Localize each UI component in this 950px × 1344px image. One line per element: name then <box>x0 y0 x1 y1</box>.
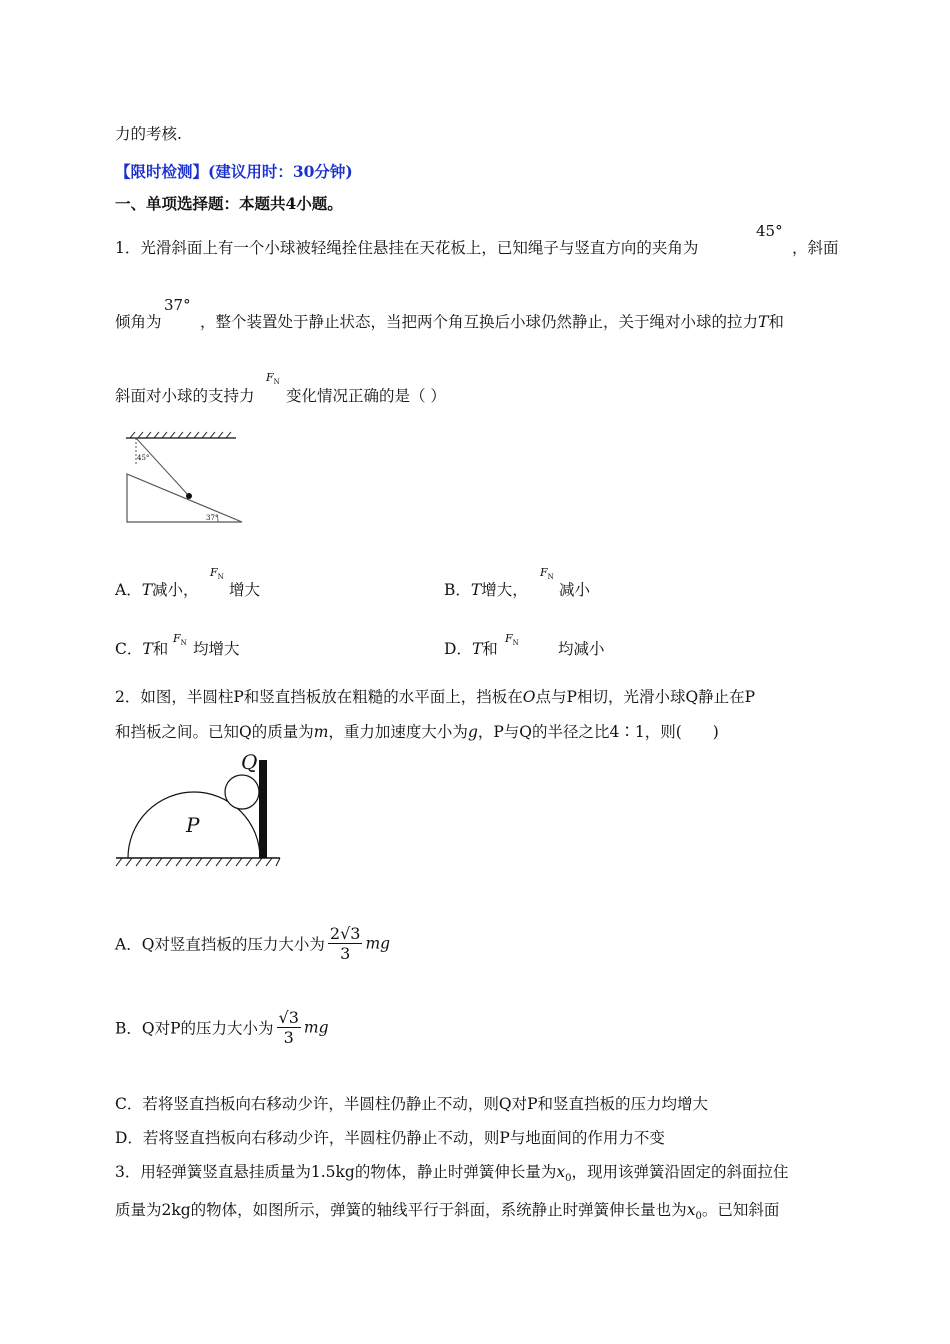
q2-figure-label-Q: Q <box>241 750 258 774</box>
q1-angle-45: 45° <box>756 222 783 240</box>
q1-line1-text: 1．光滑斜面上有一个小球被轻绳拴住悬挂在天花板上，已知绳子与竖直方向的夹角为 <box>115 239 699 257</box>
q1-line2-text: ，整个装置处于静止状态，当把两个角互换后小球仍然静止，关于绳对小球的拉力 <box>200 313 759 331</box>
q1-line3-end: 变化情况正确的是（ ） <box>286 387 446 405</box>
q2-figure-label-P: P <box>186 813 200 837</box>
section-title: 【限时检测】(建议用时：30分钟) <box>115 162 353 181</box>
q2-option-a[interactable]: A．Q对竖直挡板的压力大小为 $\frac{2√3}{3}$ mg <box>115 924 391 963</box>
q1-angle-37: 37° <box>164 296 191 314</box>
q2-line-1: 2．如图，半圆柱P和竖直挡板放在粗糙的水平面上，挡板在O点与P相切，光滑小球Q静止在P <box>115 688 756 706</box>
part-heading: 一、单项选择题：本题共4小题。 <box>115 194 343 213</box>
q1-line2-end: 和 <box>768 313 784 331</box>
q2-option-c[interactable]: C．若将竖直挡板向右移动少许，半圆柱仍静止不动，则Q对P和竖直挡板的压力均增大 <box>115 1095 708 1113</box>
q1-line-2 <box>115 310 162 332</box>
q1-figure-incline <box>118 430 248 528</box>
q2-line-2: 和挡板之间。已知Q的质量为m，重力加速度大小为g，P与Q的半径之比4∶1，则( ) <box>115 723 719 741</box>
q2-option-b[interactable]: B．Q对P的压力大小为 $\frac{√3}{3}$ mg <box>115 1008 329 1047</box>
q1-option-a-FN: $F_N$ <box>210 566 224 582</box>
q1-line-3 <box>115 384 255 406</box>
q1-symbol-T: T <box>758 313 769 331</box>
q1-line3-start: 斜面对小球的支持力 <box>115 387 255 405</box>
q1-option-c[interactable]: C．T和 <box>115 640 169 658</box>
intro-text: 力的考核. <box>115 125 182 143</box>
q1-option-d-end: 均减小 <box>558 640 605 658</box>
q1-option-a-end: 增大 <box>229 581 261 599</box>
q1-line2-start: 倾角为 <box>115 313 162 331</box>
q1-line2-body <box>200 310 784 332</box>
q2-option-d[interactable]: D．若将竖直挡板向右移动少许，半圆柱仍静止不动，则P与地面间的作用力不变 <box>115 1129 665 1147</box>
q1-figure-angle-bottom: 37° <box>206 514 219 522</box>
q1-figure-angle-top: 45° <box>137 454 150 462</box>
q1-option-c-end: 均增大 <box>193 640 240 658</box>
q1-option-b-end: 减小 <box>559 581 591 599</box>
q1-option-c-FN: $F_N$ <box>173 632 187 648</box>
q3-line-2: 质量为2kg的物体，如图所示，弹簧的轴线平行于斜面，系统静止时弹簧伸长量也为$x_0$。已知斜面 <box>115 1201 780 1223</box>
q1-line-1 <box>115 236 698 258</box>
q1-line1-end: ，斜面 <box>792 239 839 257</box>
q1-option-a[interactable]: A．T减小， <box>115 581 199 599</box>
q2-figure-semicylinder <box>112 752 284 870</box>
q1-option-b-FN: $F_N$ <box>540 566 554 582</box>
q1-symbol-FN: $F_N$ <box>266 371 280 387</box>
q1-option-d[interactable]: D．T和 <box>444 640 498 658</box>
q1-option-b[interactable]: B．T增大， <box>444 581 528 599</box>
q1-option-d-FN: $F_N$ <box>505 632 519 648</box>
q3-line-1: 3．用轻弹簧竖直悬挂质量为1.5kg的物体，静止时弹簧伸长量为$x_0$，现用该弹簧沿固定的斜面拉住 <box>115 1163 789 1185</box>
